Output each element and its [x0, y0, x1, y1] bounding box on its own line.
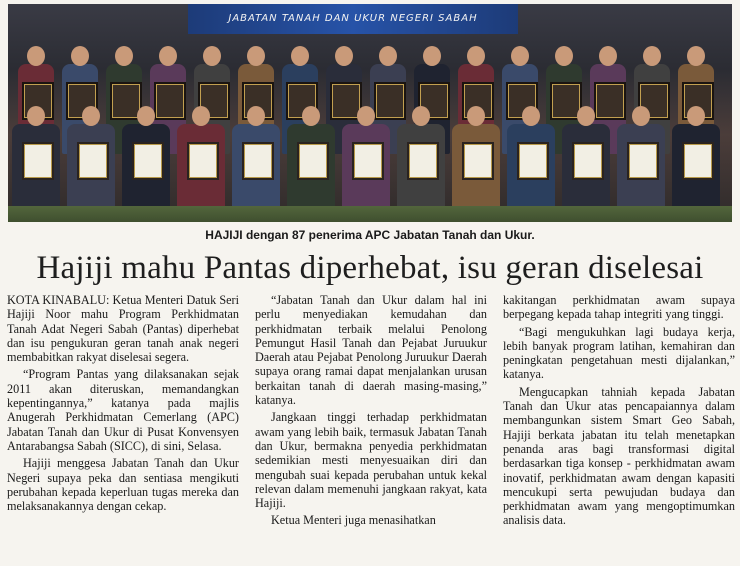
person-head: [467, 106, 485, 126]
certificate: [154, 82, 186, 120]
person-head: [687, 106, 705, 126]
certificate: [407, 142, 439, 180]
stage-floor: [8, 206, 732, 222]
paragraph: Jangkaan tinggi terhadap perkhidmatan awam yang lebih baik, termasuk Jabatan Tanah dan Ukur, bermakna penyedia perkhidmatan sedemikian mesti menyesuaikan diri dan mengubah suai kepada perubahan untuk kekal relevan dalam memenuhi jangkaan rakyat, kata Hajiji.: [255, 410, 487, 511]
article-body: [7, 293, 735, 563]
person-head: [522, 106, 540, 126]
person-head: [27, 106, 45, 126]
person-head: [577, 106, 595, 126]
certificate: [627, 142, 659, 180]
certificate: [22, 142, 54, 180]
headline: Hajiji mahu Pantas diperhebat, isu geran diselesai: [36, 250, 704, 286]
article-column-2: [255, 293, 487, 563]
certificate: [682, 142, 714, 180]
person-head: [247, 106, 265, 126]
photo-caption: HAJIJI dengan 87 penerima APC Jabatan Tanah dan Ukur.: [205, 228, 535, 242]
certificate: [462, 142, 494, 180]
person-head: [192, 106, 210, 126]
certificate: [572, 142, 604, 180]
person-head: [643, 46, 661, 66]
person-head: [632, 106, 650, 126]
certificate: [242, 142, 274, 180]
certificate: [297, 142, 329, 180]
certificate: [77, 142, 109, 180]
person-head: [203, 46, 221, 66]
person-head: [137, 106, 155, 126]
person-head: [247, 46, 265, 66]
person-head: [335, 46, 353, 66]
paragraph: “Bagi mengukuhkan lagi budaya kerja, lebih banyak program latihan, kemahiran dan peningkatan pengetahuan mesti dijalankan,” katanya.: [503, 324, 735, 382]
certificate: [352, 142, 384, 180]
person-head: [412, 106, 430, 126]
certificate: [187, 142, 219, 180]
group-photo: [8, 4, 732, 222]
certificate: [517, 142, 549, 180]
paragraph: kakitangan perkhidmatan awam supaya berpegang kepada tahap integriti yang tinggi.: [503, 293, 735, 322]
person-head: [511, 46, 529, 66]
certificate: [374, 82, 406, 120]
person-head: [687, 46, 705, 66]
person-head: [357, 106, 375, 126]
paragraph: “Program Pantas yang dilaksanakan sejak 2011 akan diteruskan, memandangkan kepentingannya,” katanya pada majlis Anugerah Perkhidmatan Cemerlang (APC) Jabatan Tanah dan Ukur di Pusat Konvensyen Antarabangsa Sabah (SICC), di sini, Selasa.: [7, 367, 239, 453]
photo-banner: JABATAN TANAH DAN UKUR NEGERI SABAH: [188, 4, 518, 34]
person-head: [379, 46, 397, 66]
paragraph: “Jabatan Tanah dan Ukur dalam hal ini perlu menyediakan kemudahan dan perkhidmatan terbaik melalui Penolong Pemungut Hasil Tanah dan Pejabat Juruukur Daerah atau Pejabat Penolong Juruukur Daerah supaya orang ramai dapat menjalankan urusan berkaitan tanah di daerah masing-masing,” katanya.: [255, 293, 487, 408]
paragraph: Mengucapkan tahniah kepada Jabatan Tanah dan Ukur atas pencapaiannya dalam membangunkan sistem Smart Geo Sabah, Hajiji berkata jabatan itu telah menetapkan penanda aras bagi transformasi digital berdasarkan tiga konsep - perkhidmatan awam inovatif, perkhidmatan awam dengan kapasiti mencukupi serta pewujudan budaya dan perkhidmatan awam yang mengoptimumkan analisis data.: [503, 384, 735, 528]
article-column-1: [7, 293, 239, 563]
certificate: [132, 142, 164, 180]
person-head: [71, 46, 89, 66]
person-head: [82, 106, 100, 126]
person-head: [599, 46, 617, 66]
person-head: [115, 46, 133, 66]
person-head: [27, 46, 45, 66]
person-head: [291, 46, 309, 66]
person-head: [467, 46, 485, 66]
article-column-3: [503, 293, 735, 563]
paragraph: KOTA KINABALU: Ketua Menteri Datuk Seri Hajiji Noor mahu Program Perkhidmatan Tanah Adat Negeri Sabah (Pantas) diperhebat dan isu pengukuran geran tanah anak negeri membabitkan rakyat diselesai segera.: [7, 293, 239, 365]
person-head: [159, 46, 177, 66]
paragraph: Ketua Menteri juga menasihatkan: [271, 513, 436, 528]
person-head: [423, 46, 441, 66]
person-head: [555, 46, 573, 66]
paragraph: Hajiji menggesa Jabatan Tanah dan Ukur Negeri supaya peka dan sentiasa mengikuti perubahan kepada keperluan tugas mereka dan melaksanakannya dengan cekap.: [7, 456, 239, 514]
person-head: [302, 106, 320, 126]
certificate: [594, 82, 626, 120]
